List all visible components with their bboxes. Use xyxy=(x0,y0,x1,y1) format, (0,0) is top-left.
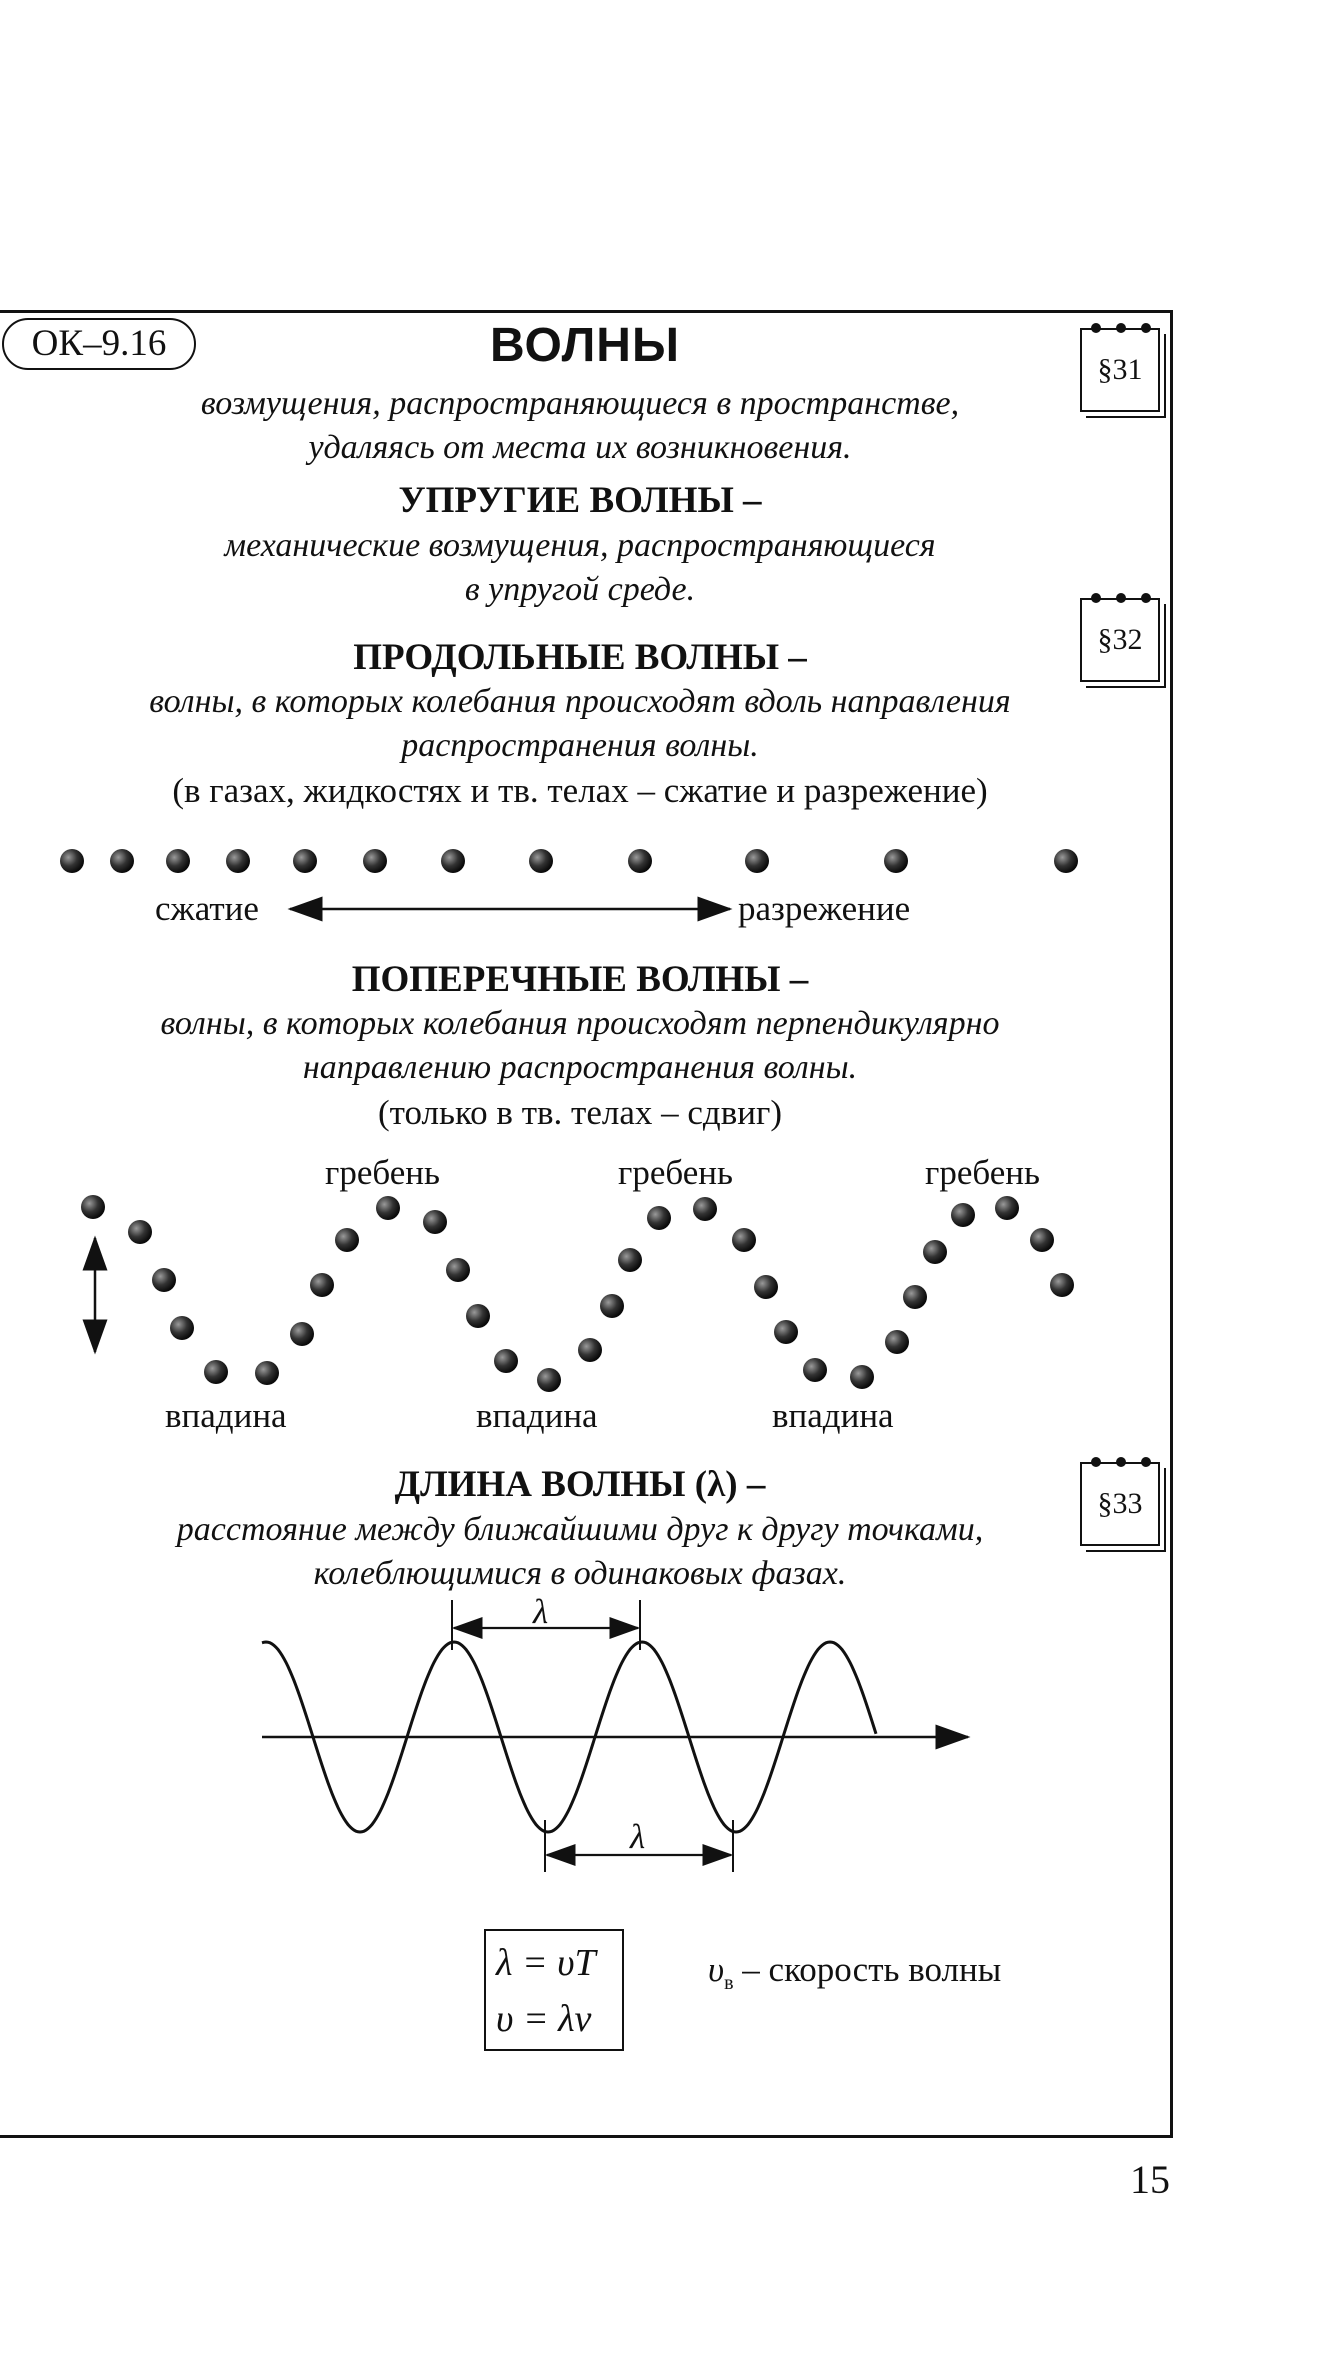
longitudinal-title: ПРОДОЛЬНЫЕ ВОЛНЫ – xyxy=(353,637,807,678)
transverse-title: ПОПЕРЕЧНЫЕ ВОЛНЫ – xyxy=(351,959,809,1000)
crest-label: гребень xyxy=(325,1153,440,1192)
page-title: ВОЛНЫ xyxy=(490,319,680,372)
speed-definition xyxy=(708,1945,1001,2008)
definition-line-2: удаляясь от места их возникновения. xyxy=(308,429,852,466)
compression-label: сжатие xyxy=(155,889,259,928)
crest-label: гребень xyxy=(925,1153,1040,1192)
crest-label: гребень xyxy=(618,1153,733,1192)
section-code: ОК–9.16 xyxy=(2,318,196,370)
rarefaction-label: разрежение xyxy=(738,889,911,928)
wavelength-line-1: расстояние между ближайшими друг к другу точками, xyxy=(176,1511,984,1548)
transverse-line-2: направлению распространения волны. xyxy=(302,1049,858,1086)
elastic-line-1: механические возмущения, распространяющиеся xyxy=(224,527,936,564)
section-ref-31: §31 xyxy=(1097,353,1143,386)
longitudinal-line-1: волны, в которых колебания происходят вдоль направления xyxy=(149,683,1011,720)
elastic-line-2: в упругой среде. xyxy=(464,571,696,608)
wavelength-title: ДЛИНА ВОЛНЫ (λ) – xyxy=(394,1464,766,1505)
definition-line-1: возмущения, распространяющиеся в пространстве, xyxy=(200,385,960,422)
transverse-note: (только в тв. телах – сдвиг) xyxy=(378,1093,782,1132)
trough-label: впадина xyxy=(772,1396,894,1435)
formula-speed: υ = λν xyxy=(496,1998,592,2040)
section-ref-33: §33 xyxy=(1097,1487,1143,1520)
speed-text: – скорость волны xyxy=(733,1950,1002,1989)
formula-box xyxy=(484,1929,624,2051)
speed-symbol: υ xyxy=(708,1950,725,1989)
section-ref-32: §32 xyxy=(1097,623,1143,656)
longitudinal-line-2: распространения волны. xyxy=(401,727,759,764)
longitudinal-note: (в газах, жидкостях и тв. телах – сжатие и разрежение) xyxy=(172,771,988,810)
trough-label: впадина xyxy=(476,1396,598,1435)
transverse-line-1: волны, в которых колебания происходят перпендикулярно xyxy=(160,1005,1000,1042)
page-number: 15 xyxy=(1130,2157,1170,2202)
lambda-top-label: λ xyxy=(533,1592,549,1631)
lambda-bottom-label: λ xyxy=(630,1817,646,1856)
elastic-title: УПРУГИЕ ВОЛНЫ – xyxy=(398,480,762,521)
speed-subscript: в xyxy=(724,1972,734,1994)
trough-label: впадина xyxy=(165,1396,287,1435)
wavelength-line-2: колеблющимися в одинаковых фазах. xyxy=(313,1555,847,1592)
formula-wavelength: λ = υT xyxy=(496,1942,596,1984)
